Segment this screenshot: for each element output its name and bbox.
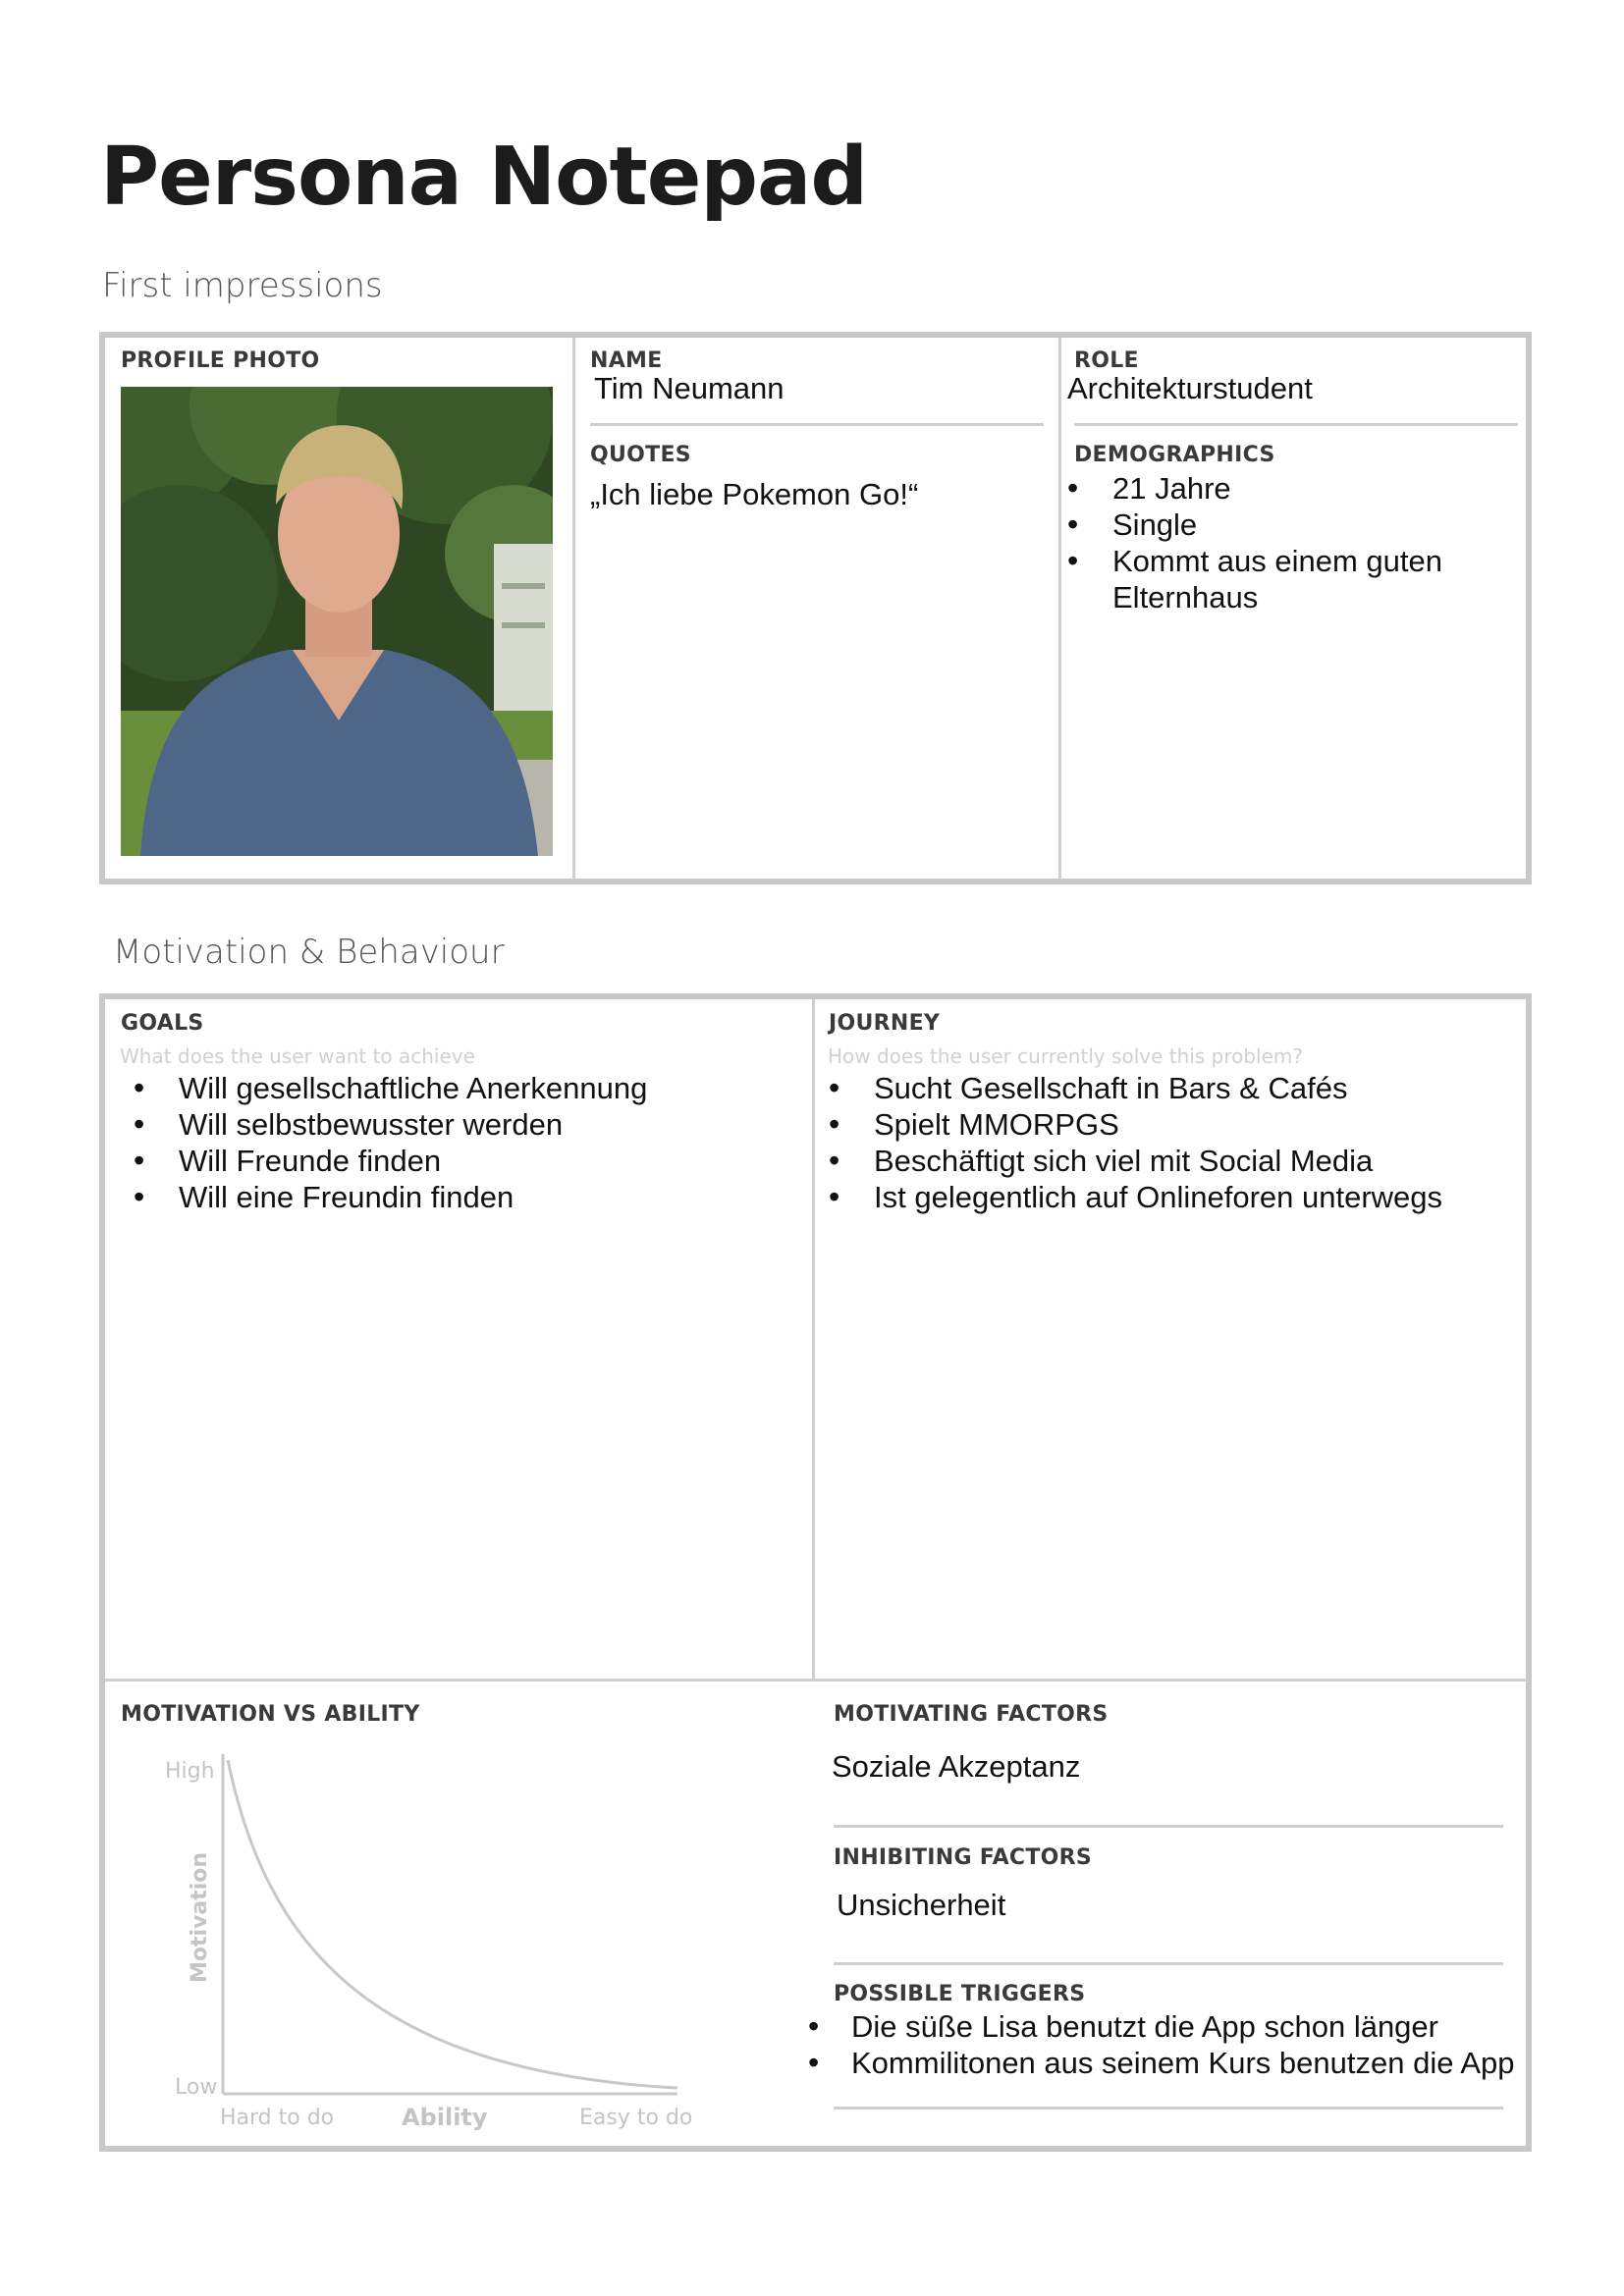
list-item: • Single xyxy=(1067,507,1480,543)
list-item: • Beschäftigt sich viel mit Social Media xyxy=(829,1143,1442,1179)
list-item: • Spielt MMORPGS xyxy=(829,1106,1442,1143)
divider xyxy=(834,1962,1503,1965)
goals-hint: What does the user want to achieve xyxy=(120,1044,475,1068)
list-item: • Sucht Gesellschaft in Bars & Cafés xyxy=(829,1070,1442,1106)
list-item: • Die süße Lisa benutzt die App schon länger xyxy=(808,2008,1515,2045)
page-title: Persona Notepad xyxy=(100,131,868,224)
low-label: Low xyxy=(175,2075,218,2100)
inhibiting-factor-value: Unsicherheit xyxy=(837,1888,1006,1922)
list-item: • 21 Jahre xyxy=(1067,470,1480,507)
motivating-factor-value: Soziale Akzeptanz xyxy=(832,1749,1081,1784)
easy-to-do-label: Easy to do xyxy=(579,2106,693,2130)
triggers-list xyxy=(808,2008,1515,2081)
divider xyxy=(812,999,815,1681)
divider xyxy=(590,423,1044,426)
quote-text: „Ich liebe Pokemon Go!“ xyxy=(590,477,919,511)
motivation-behaviour-heading: Motivation & Behaviour xyxy=(113,933,505,972)
list-item: • Will gesellschaftliche Anerkennung xyxy=(134,1070,647,1106)
demographics-label: DEMOGRAPHICS xyxy=(1074,443,1275,467)
x-axis-label: Ability xyxy=(402,2104,488,2131)
list-item: • Will Freunde finden xyxy=(134,1143,647,1179)
divider xyxy=(834,2107,1503,2109)
goals-list xyxy=(134,1070,647,1215)
profile-photo-label: PROFILE PHOTO xyxy=(121,348,320,373)
y-axis-label: Motivation xyxy=(188,1851,212,1983)
motivating-factors-label: MOTIVATING FACTORS xyxy=(834,1702,1109,1727)
divider xyxy=(1074,423,1518,426)
divider xyxy=(1058,338,1061,879)
list-item: • Ist gelegentlich auf Onlineforen unterwegs xyxy=(829,1179,1442,1215)
list-item: • Kommt aus einem guten Elternhaus xyxy=(1067,543,1480,615)
possible-triggers-label: POSSIBLE TRIGGERS xyxy=(834,1982,1086,2006)
high-label: High xyxy=(165,1759,215,1784)
motivation-curve xyxy=(228,1760,677,2088)
motivation-vs-ability-label: MOTIVATION VS ABILITY xyxy=(121,1702,420,1727)
goals-label: GOALS xyxy=(121,1011,204,1036)
first-impressions-heading: First impressions xyxy=(102,266,383,305)
journey-list xyxy=(829,1070,1442,1215)
motivation-ability-chart xyxy=(157,1742,707,2135)
name-value: Tim Neumann xyxy=(594,371,785,405)
inhibiting-factors-label: INHIBITING FACTORS xyxy=(834,1845,1093,1870)
journey-label: JOURNEY xyxy=(829,1011,941,1036)
divider xyxy=(572,338,575,879)
list-item: • Will selbstbewusster werden xyxy=(134,1106,647,1143)
role-value: Architekturstudent xyxy=(1067,371,1313,405)
divider xyxy=(105,1679,1526,1682)
role-label: ROLE xyxy=(1074,348,1139,373)
quotes-label: QUOTES xyxy=(590,443,691,467)
profile-photo xyxy=(121,387,553,856)
divider xyxy=(834,1825,1503,1828)
profile-photo-image xyxy=(121,387,553,856)
demographics-list xyxy=(1067,470,1480,615)
journey-hint: How does the user currently solve this problem? xyxy=(828,1044,1303,1068)
list-item: • Will eine Freundin finden xyxy=(134,1179,647,1215)
hard-to-do-label: Hard to do xyxy=(220,2106,335,2130)
list-item: • Kommilitonen aus seinem Kurs benutzen die App xyxy=(808,2045,1515,2081)
name-label: NAME xyxy=(590,348,663,373)
